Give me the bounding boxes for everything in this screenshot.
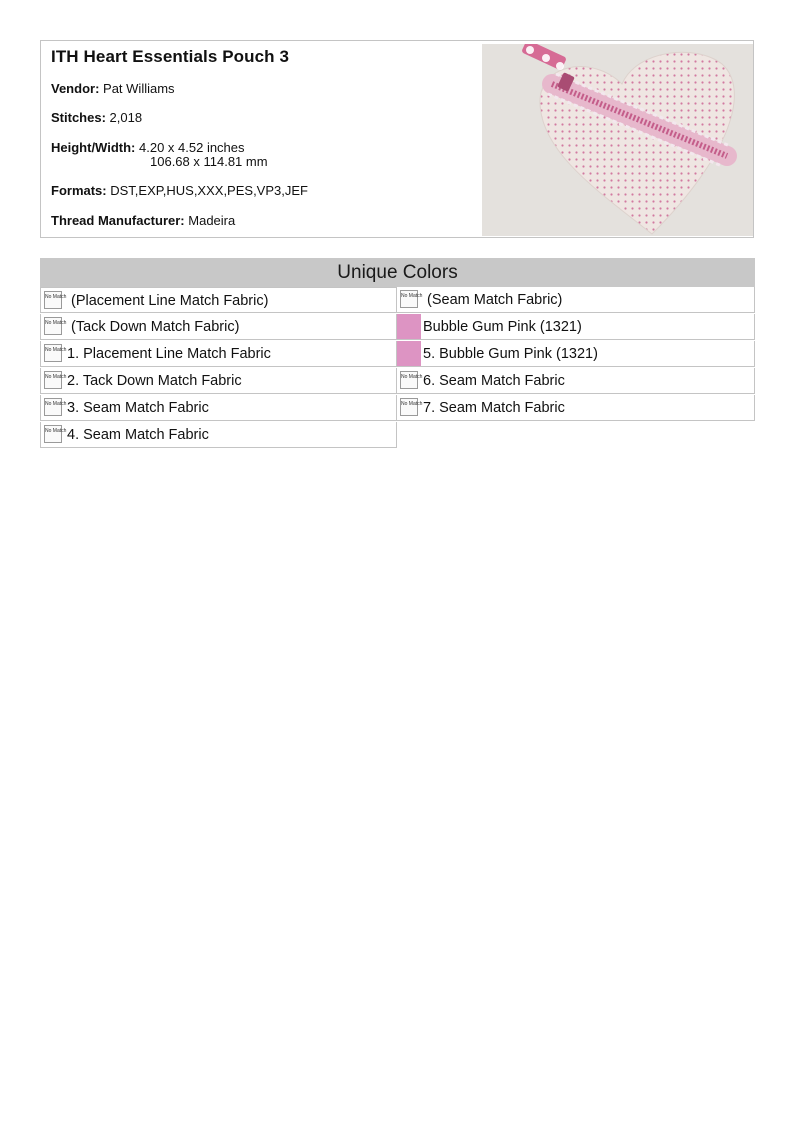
vendor-row [51, 82, 175, 96]
color-label: (Tack Down Match Fabric) [71, 319, 240, 335]
color-row [40, 422, 397, 448]
color-label: 7. Seam Match Fabric [423, 400, 565, 416]
stitches-row [51, 111, 142, 125]
color-label: 6. Seam Match Fabric [423, 373, 565, 389]
colors-grid [40, 287, 755, 449]
thread-manufacturer-label: Thread Manufacturer: [51, 213, 185, 228]
color-row [397, 314, 755, 340]
color-row [40, 287, 397, 313]
stitches-label: Stitches: [51, 110, 106, 125]
height-width-values [139, 141, 268, 169]
color-label: (Seam Match Fabric) [427, 292, 563, 308]
height-width-mm: 106.68 x 114.81 mm [150, 154, 268, 169]
no-match-swatch-icon: No Match [44, 291, 62, 309]
color-label: (Placement Line Match Fabric) [71, 293, 269, 309]
color-label: 5. Bubble Gum Pink (1321) [423, 346, 598, 362]
formats-value: DST,EXP,HUS,XXX,PES,VP3,JEF [110, 183, 308, 198]
color-label: Bubble Gum Pink (1321) [423, 319, 582, 335]
color-label: 3. Seam Match Fabric [67, 400, 209, 416]
thread-manufacturer-value: Madeira [188, 213, 236, 228]
no-match-swatch-icon: No Match [400, 290, 418, 308]
no-match-swatch-icon: No Match [400, 398, 418, 416]
vendor-value: Pat Williams [103, 81, 175, 96]
formats-label: Formats: [51, 183, 107, 198]
unique-colors-table [40, 258, 755, 449]
vendor-label: Vendor: [51, 81, 100, 96]
stitches-value: 2,018 [109, 110, 143, 125]
color-row [40, 314, 397, 340]
no-match-swatch-icon: No Match [44, 317, 62, 335]
no-match-swatch-icon: No Match [400, 371, 418, 389]
design-title: ITH Heart Essentials Pouch 3 [51, 47, 290, 66]
no-match-swatch-icon: No Match [44, 371, 62, 389]
color-row [40, 341, 397, 367]
color-row [40, 395, 397, 421]
design-info-panel [40, 40, 754, 238]
unique-colors-header: Unique Colors [40, 258, 755, 287]
color-row [397, 368, 755, 394]
no-match-swatch-icon: No Match [44, 344, 62, 362]
height-width-row [51, 141, 268, 169]
formats-row [51, 184, 308, 198]
color-label: 2. Tack Down Match Fabric [67, 373, 242, 389]
color-label: 1. Placement Line Match Fabric [67, 346, 271, 362]
color-label: 4. Seam Match Fabric [67, 427, 209, 443]
color-row [397, 341, 755, 367]
pink-swatch [397, 341, 421, 366]
color-row [397, 287, 755, 313]
design-photo [482, 44, 753, 236]
no-match-swatch-icon: No Match [44, 398, 62, 416]
height-width-inches: 4.20 x 4.52 inches [139, 140, 245, 155]
color-row [40, 368, 397, 394]
thread-manufacturer-row [51, 214, 235, 228]
heart-pouch-image [482, 44, 753, 236]
color-row [397, 395, 755, 421]
pink-swatch [397, 314, 421, 339]
no-match-swatch-icon: No Match [44, 425, 62, 443]
height-width-label: Height/Width: [51, 140, 136, 155]
